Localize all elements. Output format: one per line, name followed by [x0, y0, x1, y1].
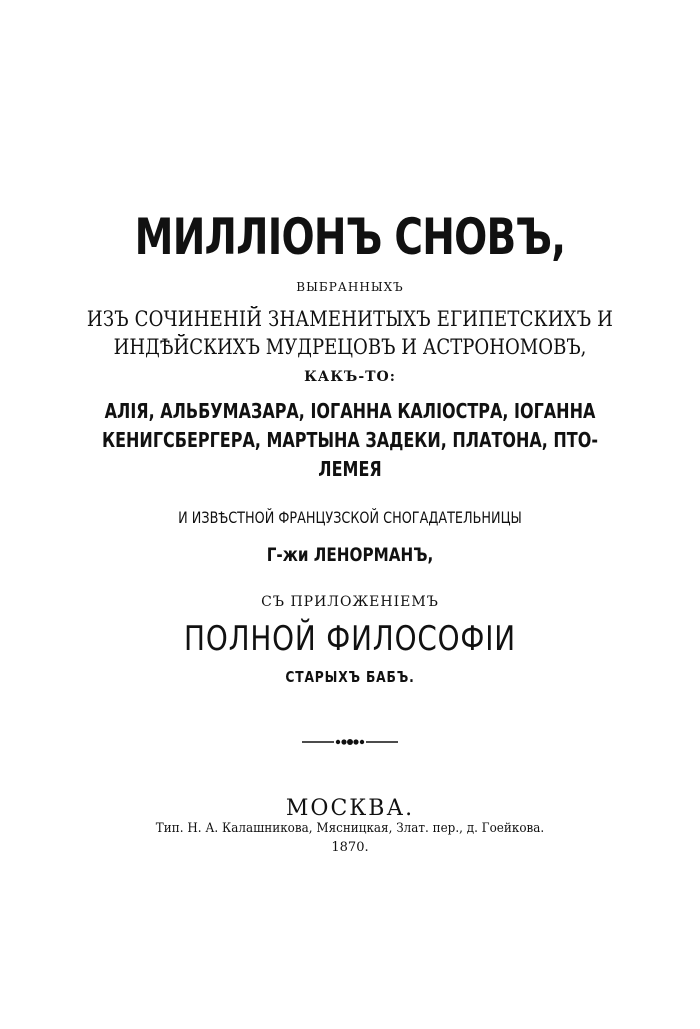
printer-imprint: Тип. Н. А. Калашникова, Мясницкая, Злат. пер., д. Гоeйкова.	[155, 821, 545, 836]
lenormand-name: Г-жи ЛЕНОРМАНЪ,	[266, 544, 434, 566]
names-line-2: КЕНИГСБЕРГЕРА, МАРТЫНА ЗАДЕКИ, ПЛАТОНА, ПТО-	[102, 428, 598, 452]
city: МОСКВА.	[285, 796, 415, 821]
appendix-line: СЪ ПРИЛОЖЕНІЕМЪ	[261, 594, 439, 610]
french-line: И ИЗВѢСТНОЙ ФРАНЦУЗСКОЙ СНОГАДАТЕЛЬНИЦЫ	[178, 508, 522, 527]
names-line-1: АЛІЯ, АЛЬБУМАЗАРА, ІОГАННА КАЛІОСТРА, ІОГАННА	[104, 399, 596, 423]
ornament-divider	[300, 736, 400, 748]
publication-year: 1870.	[331, 840, 369, 855]
kak-to: КАКЪ-ТО:	[304, 369, 396, 385]
names-line-3: ЛЕМЕЯ	[318, 457, 382, 481]
subtitle-small: ВЫБРАННЫХЪ	[296, 280, 404, 294]
book-title: МИЛЛІОНЪ СНОВЪ,	[134, 208, 566, 266]
philosophy-heading: ПОЛНОЙ ФИЛОСОФІИ	[184, 619, 516, 659]
authors-line-1: ИЗЪ СОЧИНЕНІЙ ЗНАМЕНИТЫХЪ ЕГИПЕТСКИХЪ И	[86, 307, 614, 331]
authors-line-2: ИНДѢЙСКИХЪ МУДРЕЦОВЪ И АСТРОНОМОВЪ,	[113, 335, 587, 359]
old-women-line: СТАРЫХЪ БАБЪ.	[285, 668, 415, 686]
